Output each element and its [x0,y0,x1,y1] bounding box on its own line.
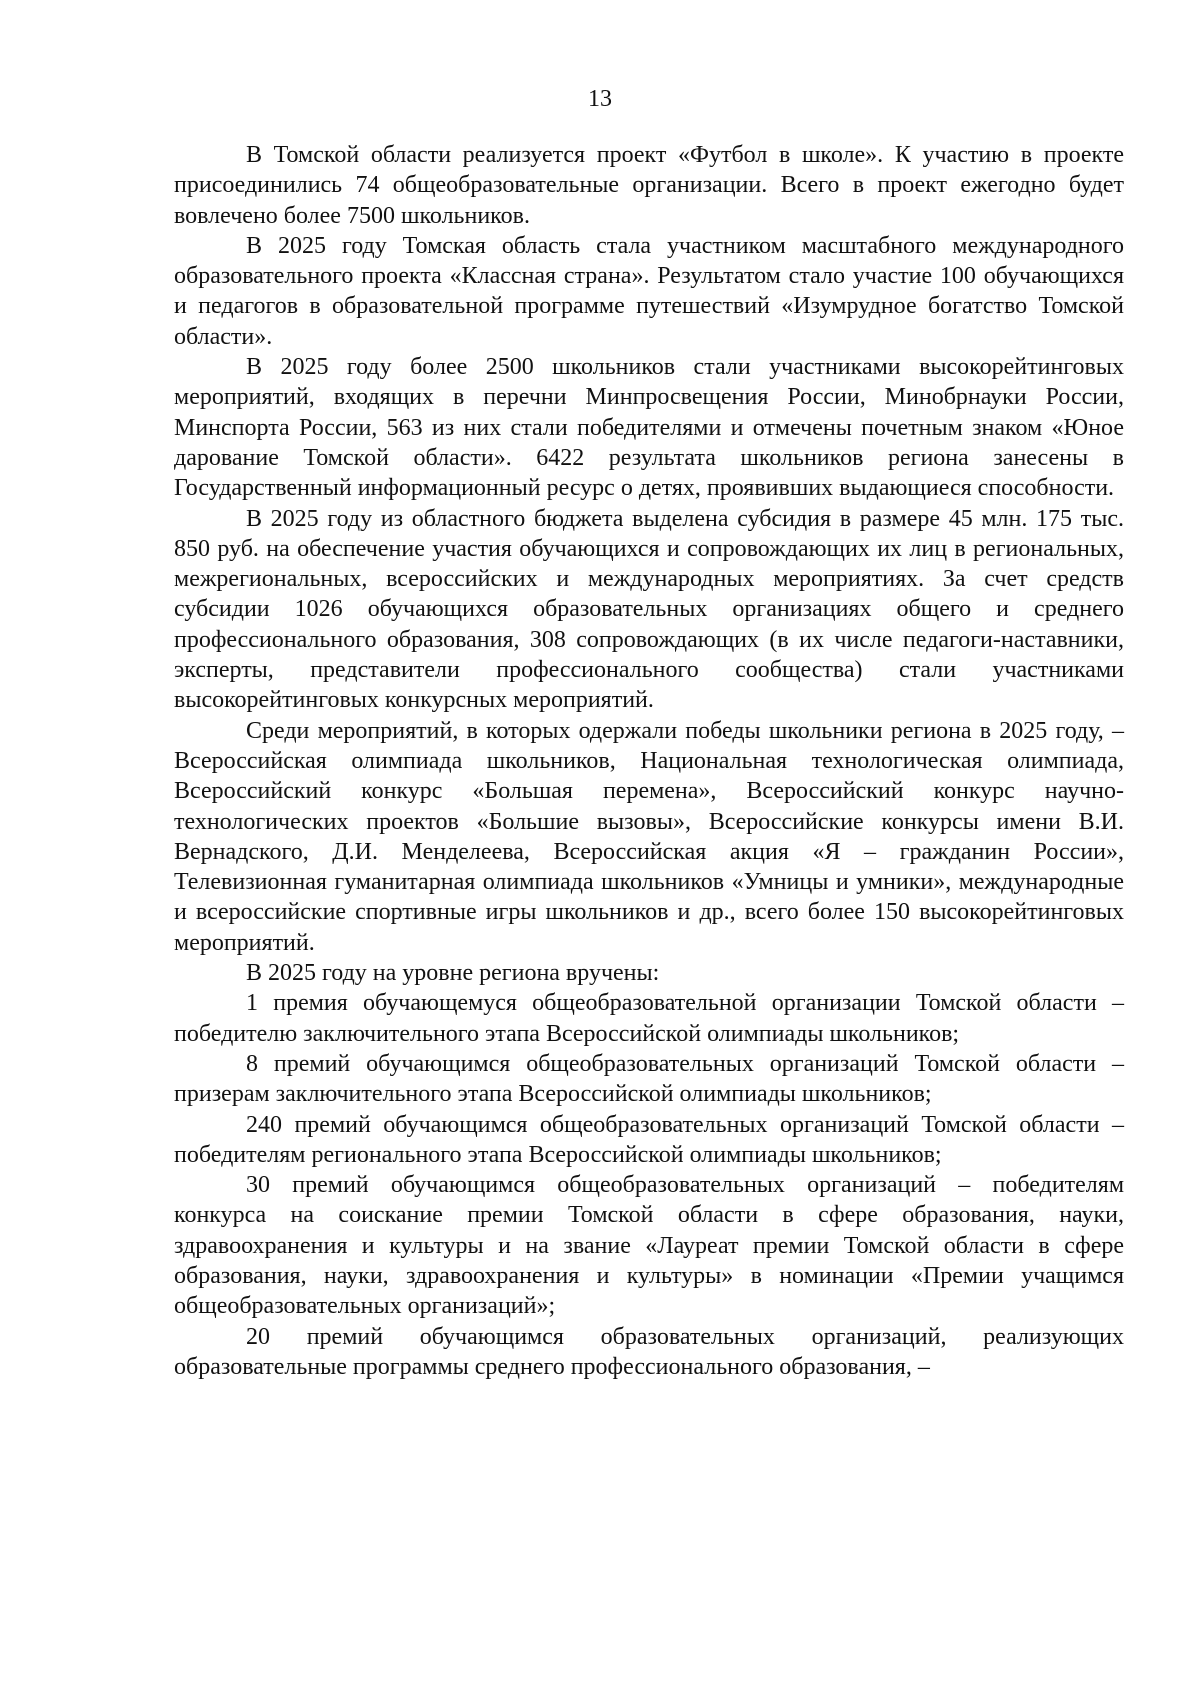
paragraph-award-vocational: 20 премий обучающимся образовательных организаций, реализующих образовательные программы среднего профессионального образования, – [174,1323,1124,1380]
paragraph-football-in-school: В Томской области реализуется проект «Футбол в школе». К участию в проекте присоединились 74 общеобразовательные организации. Всего в проект ежегодно будет вовлечено более 7500 школьников. [174,142,1124,229]
page-number: 13 [588,86,612,112]
paragraph-awards-intro: В 2025 году на уровне региона вручены: [246,960,660,987]
paragraph-award-final-prizewinners: 8 премий обучающимся общеобразовательных организаций Томской области – призерам заключительного этапа Всероссийской олимпиады школьников; [174,1050,1124,1108]
paragraph-klassnaya-strana: В 2025 году Томская область стала участником масштабного международного образовательного проекта «Классная страна». Результатом стало участие 100 обучающихся и педагогов в образовательной программе путешествий «Изумрудное богатство Томской области». [174,232,1124,350]
paragraph-competitions-list: Среди мероприятий, в которых одержали победы школьники региона в 2025 году, – Всероссийская олимпиада школьников, Национальная технологическая олимпиада, Всероссийский конкурс «Большая перемена», Всероссийский конкурс научно-технологических проектов «Большие вызовы», Всероссийские конкурсы имени В.И. Вернадского, Д.И. Менделеева, Всероссийская акция «Я – гражданин России», Телевизионная гуманитарная олимпиада школьников «Умницы и умники», международные и всероссийские спортивные игры школьников и др., всего более 150 высокорейтинговых мероприятий. [174,717,1124,956]
paragraph-subsidy: В 2025 году из областного бюджета выделена субсидия в размере 45 млн. 175 тыс. 850 руб. на обеспечение участия обучающихся и сопровождающих их лиц в региональных, межрегиональных, всероссийских и международных мероприятиях. За счет средств субсидии 1026 обучающихся образовательных организациях общего и среднего профессионального образования, 308 сопровождающих (в их числе педагоги-наставники, эксперты, представители профессионального сообщества) стали участниками высокорейтинговых конкурсных мероприятий. [174,505,1124,714]
paragraph-high-rated-events: В 2025 году более 2500 школьников стали участниками высокорейтинговых мероприятий, входящих в перечни Минпросвещения России, Минобрнауки России, Минспорта России, 563 из них стали победителями и отмечены почетным знаком «Юное дарование Томской области». 6422 результата школьников региона занесены в Государственный информационный ресурс о детях, проявивших выдающиеся способности. [174,354,1124,502]
paragraph-award-final-winner: 1 премия обучающемуся общеобразовательной организации Томской области – победителю заключительного этапа Всероссийской олимпиады школьников; [174,990,1124,1047]
paragraph-award-regional-prize: 30 премий обучающимся общеобразовательных организаций – победителям конкурса на соискание премии Томской области в сфере образования, науки, здравоохранения и культуры и на звание «Лауреат премии Томской области в сфере образования, науки, здравоохранения и культуры» в номинации «Премии учащимся общеобразовательных организаций»; [174,1172,1124,1320]
paragraph-award-regional-winners: 240 премий обучающимся общеобразовательных организаций Томской области – победителям регионального этапа Всероссийской олимпиады школьников; [174,1111,1124,1168]
document-body [174,140,1124,1382]
